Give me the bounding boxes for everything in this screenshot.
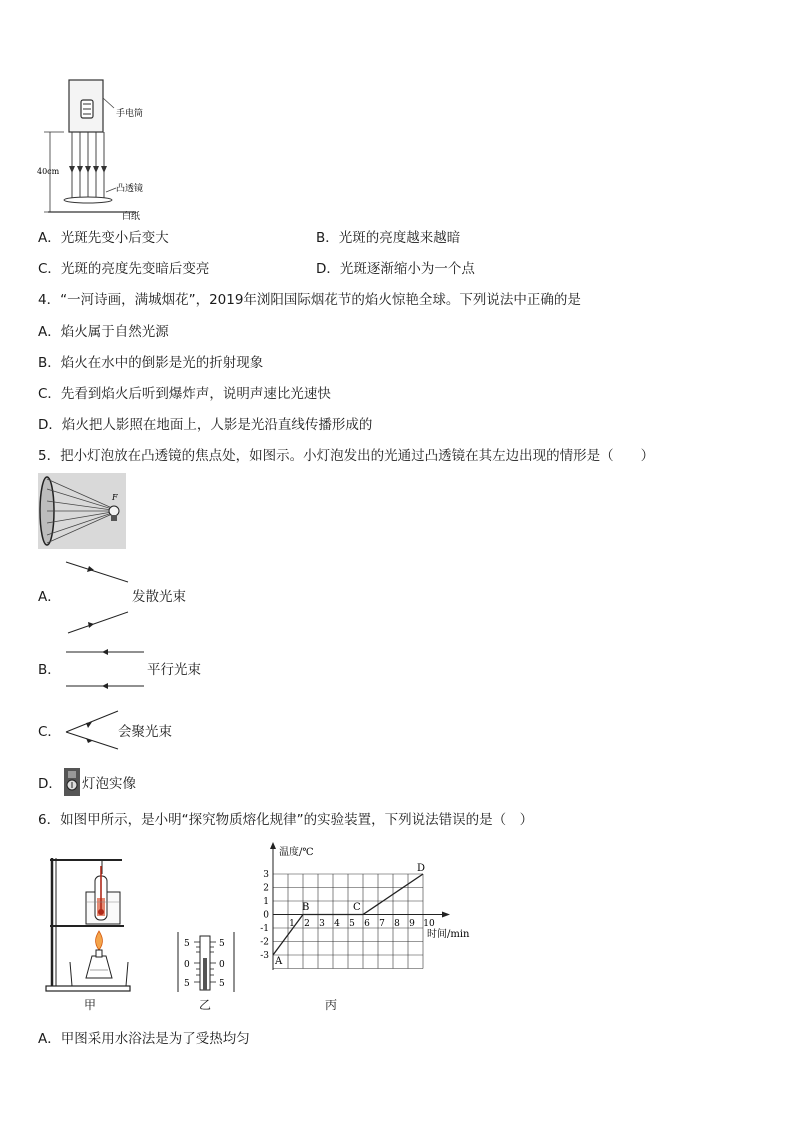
graph-xlabel: 时间/min	[427, 929, 470, 940]
q5-option-c-text: 会聚光束	[118, 724, 172, 740]
label-flashlight: 手电筒	[116, 109, 144, 119]
bulb-image-icon	[64, 768, 80, 796]
q3-option-a[interactable]: A．光斑先变小后变大	[38, 230, 169, 246]
y-tick-neg3: -3	[260, 951, 269, 961]
label-distance: 40cm	[37, 167, 60, 176]
x-tick-9: 9	[409, 919, 415, 929]
graph-grid	[273, 874, 423, 969]
label-jia: 甲	[84, 998, 97, 1012]
x-tick-3: 3	[319, 919, 325, 929]
q4-stem: 4．“一河诗画，满城烟花”，2019年浏阳国际烟花节的焰火惊艳全球。下列说法中正确的是	[38, 292, 581, 308]
q4-option-d[interactable]: D．焰火把人影照在地面上，人影是光沿直线传播形成的	[38, 417, 373, 433]
thermo-tick-right-top: 5	[219, 939, 225, 949]
x-tick-8: 8	[394, 919, 400, 929]
y-tick-3: 3	[263, 870, 269, 880]
q5-option-c-letter[interactable]: C．	[38, 724, 61, 740]
x-tick-6: 6	[364, 919, 370, 929]
x-tick-5: 5	[349, 919, 355, 929]
q5-option-d-letter[interactable]: D．	[38, 776, 62, 792]
mercury-column	[203, 958, 207, 990]
flame-icon	[96, 931, 103, 950]
y-tick-neg1: -1	[260, 924, 269, 934]
thermometer-reading-figure	[174, 930, 238, 996]
q5-option-a-text: 发散光束	[132, 589, 186, 605]
label-yi: 乙	[199, 998, 212, 1012]
q4-option-b[interactable]: B．焰火在水中的倒影是光的折射现象	[38, 355, 264, 371]
x-tick-7: 7	[379, 919, 385, 929]
q5-option-b-text: 平行光束	[147, 662, 201, 678]
q5-option-b-letter[interactable]: B．	[38, 662, 61, 678]
q4-option-c[interactable]: C．先看到焰火后听到爆炸声，说明声速比光速快	[38, 386, 331, 402]
point-a-label: A	[275, 956, 283, 967]
label-lens: 凸透镜	[116, 184, 144, 194]
bulb-lens-photo	[38, 473, 126, 549]
x-tick-1: 1	[289, 919, 295, 929]
light-rays	[72, 132, 104, 199]
flashlight-lens-figure	[36, 74, 166, 220]
thermo-tick-left-mid: 0	[184, 960, 190, 970]
label-paper: 白纸	[122, 212, 141, 220]
q5-option-a-letter[interactable]: A．	[38, 589, 61, 605]
thermo-tick-right-bot: 5	[219, 979, 225, 989]
y-tick-2: 2	[263, 883, 269, 894]
q6-stem: 6．如图甲所示，是小明“探究物质熔化规律”的实验装置，下列说法错误的是（ ）	[38, 812, 534, 828]
q6-option-a[interactable]: A．甲图采用水浴法是为了受热均匀	[38, 1031, 250, 1047]
point-c-label: C	[353, 902, 361, 913]
heating-apparatus-figure	[42, 852, 134, 992]
bulb-icon	[109, 506, 119, 516]
graph-ylabel: 温度/℃	[279, 847, 314, 858]
y-tick-0: 0	[263, 910, 269, 921]
q4-option-a[interactable]: A．焰火属于自然光源	[38, 324, 169, 340]
parallel-rays-icon	[64, 644, 146, 692]
point-b-label: B	[302, 902, 310, 913]
x-tick-10: 10	[423, 919, 435, 929]
focus-label: F	[112, 493, 118, 502]
point-d-label: D	[417, 863, 426, 874]
y-tick-1: 1	[263, 897, 269, 907]
q5-stem: 5．把小灯泡放在凸透镜的焦点处，如图示。小灯泡发出的光通过凸透镜在其左边出现的情形是（ ）	[38, 448, 655, 464]
q3-option-c[interactable]: C．光斑的亮度先变暗后变亮	[38, 261, 210, 277]
thermo-tick-left-bot: 5	[184, 979, 190, 989]
q3-option-d[interactable]: D．光斑逐渐缩小为一个点	[316, 261, 475, 277]
thermo-tick-right-mid: 0	[219, 960, 225, 970]
converging-rays-icon	[62, 708, 120, 754]
x-tick-4: 4	[334, 919, 340, 929]
q3-option-b[interactable]: B．光斑的亮度越来越暗	[316, 230, 461, 246]
label-bing: 丙	[325, 998, 338, 1012]
thermo-tick-left-top: 5	[184, 939, 190, 949]
alcohol-lamp	[96, 950, 102, 957]
y-tick-neg2: -2	[260, 937, 269, 948]
melting-graph	[255, 840, 480, 972]
x-tick-2: 2	[304, 919, 310, 929]
q5-option-d-text: 灯泡实像	[82, 776, 136, 792]
diverging-rays-icon	[60, 556, 132, 636]
convex-lens	[64, 197, 112, 203]
